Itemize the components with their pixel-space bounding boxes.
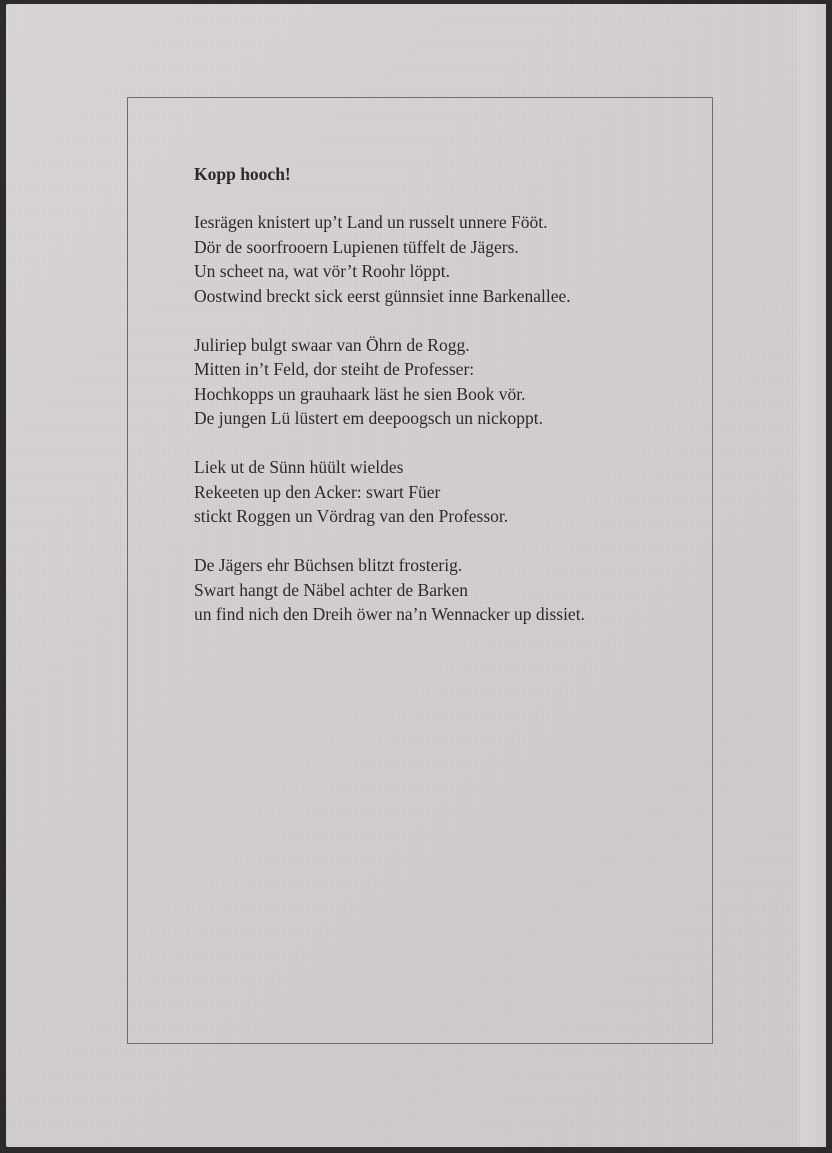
- poem-line: un find nich den Dreih öwer na’n Wennacker up dissiet.: [194, 604, 585, 624]
- poem-line: Hochkopps un grauhaark läst he sien Book vör.: [194, 383, 526, 404]
- poem-line: stickt Roggen un Vördrag van den Professor.: [194, 506, 509, 526]
- poem-line: Dör de soorfrooern Lupienen tüffelt de Jägers.: [194, 236, 519, 257]
- book-back-cover: [6, 4, 826, 1147]
- poem-line: Swart hangt de Näbel achter de Barken: [194, 579, 469, 600]
- poem-line: Liek ut de Sünn hüült wieldes: [194, 457, 404, 477]
- poem-line: Rekeeten up den Acker: swart Füer: [194, 481, 441, 502]
- stanza-4: [194, 553, 694, 627]
- poem-title: Kopp hooch!: [194, 164, 291, 184]
- poem-line: Iesrägen knistert up’t Land un russelt unnere Fööt.: [194, 212, 548, 232]
- book-spine: [800, 4, 826, 1147]
- poem-line: Mitten in’t Feld, dor steiht de Professer:: [194, 359, 475, 379]
- poem-line: Juliriep bulgt swaar van Öhrn de Rogg.: [194, 334, 470, 355]
- poem-line: De jungen Lü lüstert em deepoogsch un nickoppt.: [194, 408, 543, 428]
- stanza-3: [194, 455, 694, 529]
- poem-line: De Jägers ehr Büchsen blitzt frosterig.: [194, 555, 463, 575]
- stanza-1: [194, 210, 694, 308]
- poem-line: Un scheet na, wat vör’t Roohr löppt.: [194, 261, 450, 281]
- poem: [194, 162, 694, 651]
- stanza-2: [194, 333, 694, 431]
- poem-line: Oostwind breckt sick eerst günnsiet inne Barkenallee.: [194, 285, 571, 306]
